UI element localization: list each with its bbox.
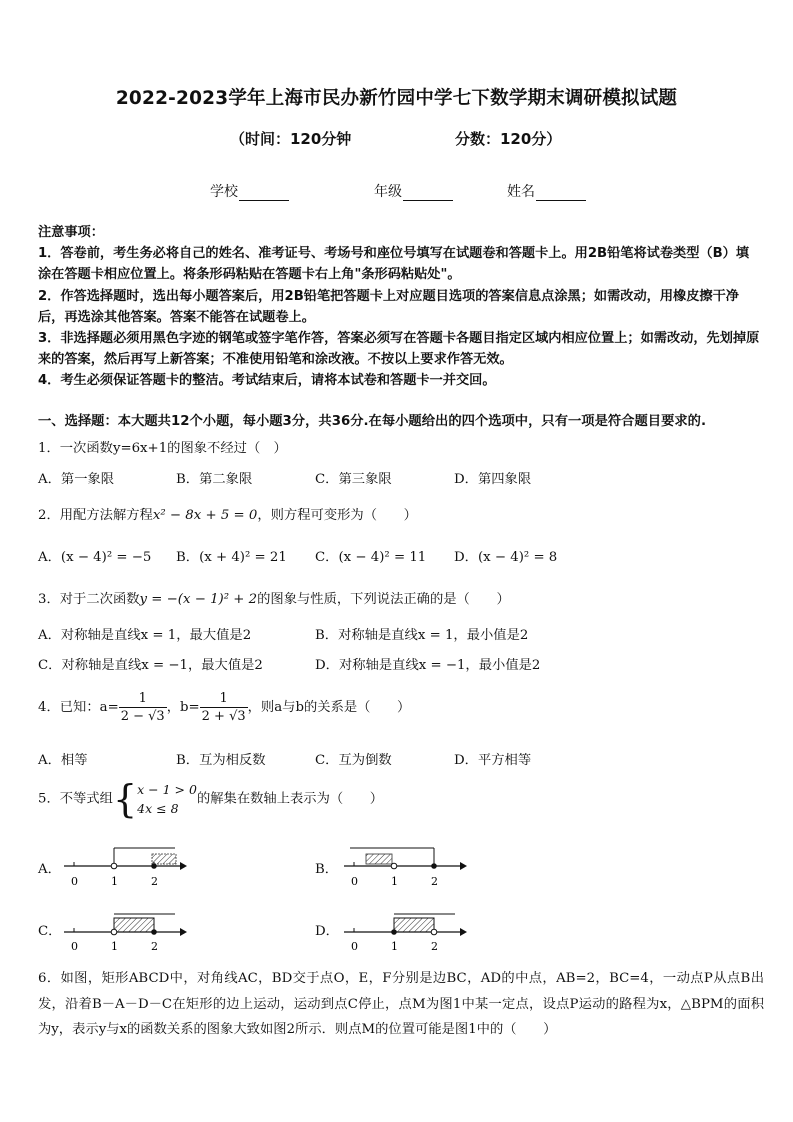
tick-label-1: 1 — [391, 875, 398, 888]
school-label: 学校 — [210, 184, 238, 200]
q6-text: 6．如图，矩形ABCD中，对角线AC，BD交于点O，E，F分别是边BC，AD的中点，AB=2，BC=4，一动点P从点B出发，沿着B－A－D－C在矩形的边上运动，运动到点C停止，点M为图1中某一定点，设点P运动的路程为x，△BPM的面积为y，表示y与x的函数关系的图象大致如图2所示．则点M的位置可能是图1中的（ ） — [38, 971, 764, 1037]
q2-option-d: D．(x − 4)² = 8 — [454, 550, 558, 565]
tick-label-2: 2 — [151, 940, 158, 952]
q2-prefix: 2．用配方法解方程 — [38, 508, 153, 523]
note-item: 4．考生必须保证答题卡的整洁。考试结束后，请将本试卷和答题卡一并交回。 — [38, 373, 496, 389]
q4-prefix: 4．已知：a= — [38, 700, 119, 715]
section-heading: 一、选择题：本大题共12个小题，每小题3分，共36分.在每小题给出的四个选项中，只有一项是符合题目要求的. — [38, 414, 707, 429]
exam-time: （时间：120分钟 — [230, 130, 352, 148]
tick-label-2: 2 — [431, 940, 438, 952]
q5-numberline-c — [60, 904, 190, 952]
school-field — [210, 181, 289, 201]
closed-point — [151, 863, 157, 869]
q3-option-b: B．对称轴是直线x = 1，最小值是2 — [315, 628, 529, 643]
tick-label-0: 0 — [351, 875, 358, 888]
name-field — [507, 181, 586, 201]
open-point — [111, 929, 117, 935]
name-blank — [536, 186, 586, 201]
q5-brace: { — [112, 777, 138, 821]
q5-inequality-1: x − 1 > 0 — [137, 782, 197, 797]
q5-suffix: 的解集在数轴上表示为（ ） — [196, 791, 384, 807]
q3-stem — [38, 588, 510, 607]
q4-suffix: ，则a与b的关系是（ ） — [247, 700, 411, 715]
q2-option-a: A．(x − 4)² = −5 — [38, 550, 152, 565]
q3-option-c: C．对称轴是直线x = −1，最大值是2 — [38, 658, 263, 673]
q5-numberline-d — [340, 904, 470, 952]
open-point — [391, 863, 397, 869]
q4-mid: ，b= — [166, 700, 200, 715]
tick-label-0: 0 — [71, 940, 78, 952]
q5-prefix: 5．不等式组 — [38, 791, 113, 807]
q4-b-denominator: 2 + √3 — [201, 709, 246, 724]
hatched-region — [366, 854, 392, 864]
q3-function: y = −(x − 1)² + 2 — [139, 592, 258, 607]
q5-option-a-label: A． — [38, 862, 61, 877]
grade-field — [374, 181, 453, 201]
exam-score: 分数：120分） — [455, 130, 562, 148]
q4-b-numerator: 1 — [219, 691, 228, 706]
q4-option-d: D．平方相等 — [454, 753, 532, 768]
tick-label-0: 0 — [71, 875, 78, 888]
tick-label-1: 1 — [391, 940, 398, 952]
q4-fraction-a — [119, 690, 167, 725]
note-item: 2．作答选择题时，选出每小题答案后，用2B铅笔把答题卡上对应题目选项的答案信息点涂黑；如需改动，用橡皮擦干净后，再选涂其他答案。答案不能答在试题卷上。 — [38, 288, 739, 325]
school-blank — [239, 186, 289, 201]
q1-option-b: B．第二象限 — [176, 472, 253, 487]
q2-option-b: B．(x + 4)² = 21 — [176, 550, 287, 565]
tick-label-1: 1 — [111, 940, 118, 952]
q2-suffix: ，则方程可变形为（ ） — [257, 508, 417, 523]
q5-inequality-2: 4x ≤ 8 — [137, 801, 179, 816]
q5-numberline-a — [60, 842, 190, 888]
q4-option-c: C．互为倒数 — [315, 753, 392, 768]
axis-arrow-icon — [180, 928, 187, 936]
q1-option-a: A．第一象限 — [38, 472, 115, 487]
tick-label-2: 2 — [151, 875, 158, 888]
q3-option-a: A．对称轴是直线x = 1，最大值是2 — [38, 628, 252, 643]
axis-arrow-icon — [460, 862, 467, 870]
name-label: 姓名 — [507, 184, 535, 200]
note-item: 3．非选择题必须用黑色字迹的钢笔或签字笔作答，答案必须写在答题卡各题目指定区域内相应位置上；如需改动，先划掉原来的答案，然后再写上新答案；不准使用铅笔和涂改液。不按以上要求作答无效。 — [38, 331, 760, 368]
page-title: 2022-2023学年上海市民办新竹园中学七下数学期末调研模拟试题 — [115, 88, 678, 109]
note-item: 1．答卷前，考生务必将自己的姓名、准考证号、考场号和座位号填写在试题卷和答题卡上。用2B铅笔将试卷类型（B）填涂在答题卡相应位置上。将条形码粘贴在答题卡右上角"条形码粘贴处"。 — [38, 246, 750, 283]
q4-a-denominator: 2 − √3 — [120, 709, 165, 724]
q2-option-c: C．(x − 4)² = 11 — [315, 550, 427, 565]
q4-option-a: A．相等 — [38, 753, 88, 768]
q2-equation: x² − 8x + 5 = 0 — [152, 508, 258, 523]
grade-blank — [403, 186, 453, 201]
q3-prefix: 3．对于二次函数 — [38, 592, 140, 607]
notes-block — [38, 222, 760, 392]
q1-option-d: D．第四象限 — [454, 472, 532, 487]
q5-option-b-label: B． — [315, 862, 339, 877]
q1-option-c: C．第三象限 — [315, 472, 392, 487]
q3-option-d: D．对称轴是直线x = −1，最小值是2 — [315, 658, 541, 673]
open-point — [111, 863, 117, 869]
q5-option-c-label: C． — [38, 924, 62, 939]
tick-label-0: 0 — [351, 940, 358, 952]
hatched-region — [394, 918, 434, 932]
hatched-region — [152, 854, 176, 864]
q2-stem — [38, 504, 417, 523]
q4-option-b: B．互为相反数 — [176, 753, 266, 768]
q4-fraction-b — [200, 690, 248, 725]
open-point — [431, 929, 437, 935]
q4-stem — [38, 690, 410, 725]
q4-a-numerator: 1 — [138, 691, 147, 706]
grade-label: 年级 — [374, 184, 402, 200]
q5-system — [137, 780, 197, 818]
closed-point — [151, 929, 157, 935]
q5-option-d-label: D． — [315, 924, 339, 939]
q5-numberline-b — [340, 842, 470, 888]
hatched-region — [114, 918, 154, 932]
axis-arrow-icon — [180, 862, 187, 870]
tick-label-1: 1 — [111, 875, 118, 888]
q1-stem: 1．一次函数y=6x+1的图象不经过（ ） — [38, 441, 287, 456]
axis-arrow-icon — [460, 928, 467, 936]
q3-suffix: 的图象与性质，下列说法正确的是（ ） — [257, 592, 510, 607]
tick-label-2: 2 — [431, 875, 438, 888]
closed-point — [391, 929, 397, 935]
notes-heading: 注意事项： — [38, 225, 104, 240]
closed-point — [431, 863, 437, 869]
q5-stem — [38, 777, 384, 821]
